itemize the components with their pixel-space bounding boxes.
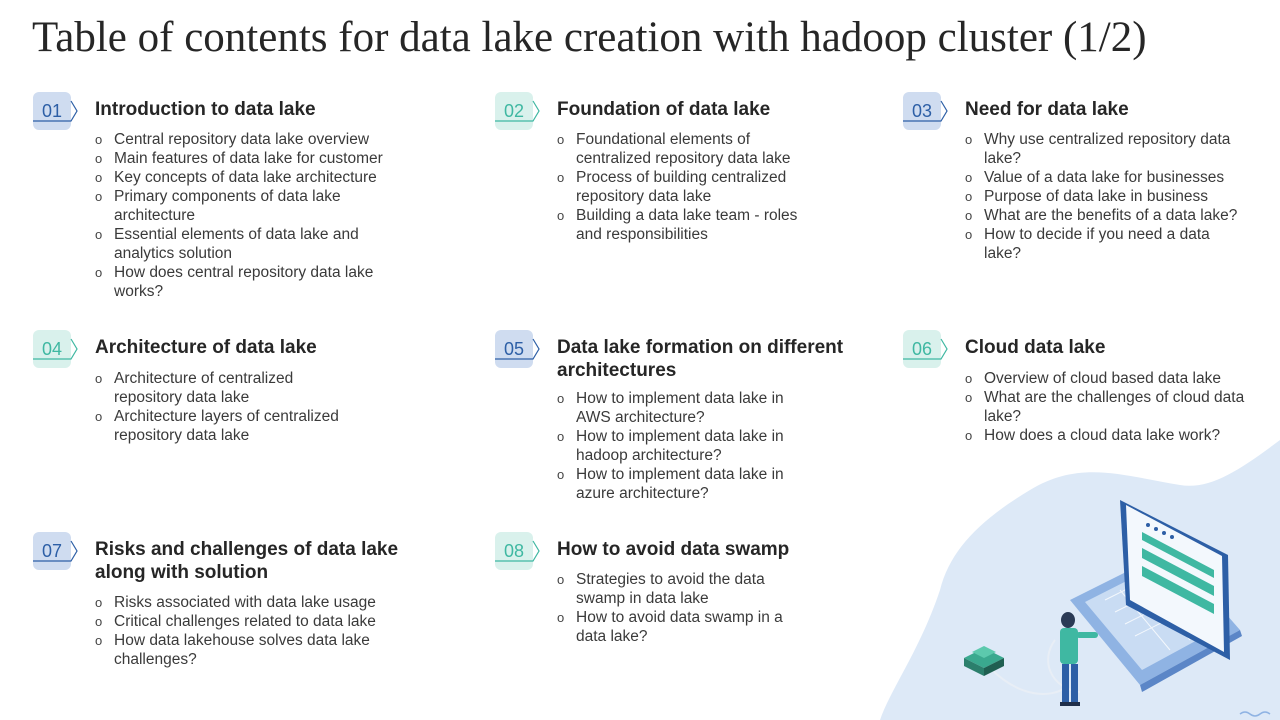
bullet-icon: o <box>965 390 973 405</box>
section-number-badge <box>33 92 79 130</box>
list-item: o How does central repository data lake works? <box>95 264 374 300</box>
bullet-icon: o <box>557 572 565 587</box>
section-item-list <box>557 570 787 646</box>
laptop-person-illustration <box>880 430 1280 720</box>
section-title: Architecture of data lake <box>95 337 317 358</box>
list-item: o Essential elements of data lake and analytics solution <box>95 226 359 262</box>
section-item-list <box>557 130 807 244</box>
section-number: 05 <box>503 339 525 359</box>
bullet-icon: o <box>557 610 565 625</box>
section-number-badge <box>903 92 949 130</box>
section-number: 02 <box>503 101 525 121</box>
bullet-icon: o <box>557 170 565 185</box>
list-item: o Main features of data lake for customer <box>95 150 383 167</box>
bullet-icon: o <box>557 467 565 482</box>
list-item: o How to implement data lake in AWS architecture? <box>557 390 784 426</box>
section-title: Introduction to data lake <box>95 99 316 120</box>
bullet-icon: o <box>965 208 973 223</box>
list-item: o Architecture layers of centralized repository data lake <box>95 408 339 444</box>
bullet-icon: o <box>95 633 103 648</box>
section-item-list <box>557 389 807 503</box>
list-item: o What are the benefits of a data lake? <box>965 207 1238 224</box>
bullet-icon: o <box>95 614 103 629</box>
bullet-icon: o <box>965 428 973 443</box>
list-item: o Central repository data lake overview <box>95 131 370 148</box>
section-number: 08 <box>503 541 525 561</box>
list-item: o Key concepts of data lake architecture <box>95 169 377 186</box>
section-title: How to avoid data swamp <box>557 539 790 560</box>
bullet-icon: o <box>95 170 103 185</box>
list-item: o How to decide if you need a data lake? <box>965 226 1210 262</box>
list-item: o Purpose of data lake in business <box>965 188 1209 205</box>
list-item: o Strategies to avoid the data swamp in data lake <box>557 571 765 607</box>
list-item: o How does a cloud data lake work? <box>965 427 1221 444</box>
section-item-list <box>95 130 405 301</box>
bullet-icon: o <box>557 391 565 406</box>
list-item: o Primary components of data lake architecture <box>95 188 341 224</box>
bullet-icon: o <box>95 265 103 280</box>
list-item: o How to avoid data swamp in a data lake? <box>557 609 783 645</box>
section-item-list <box>95 593 395 669</box>
section-number: 04 <box>41 339 63 359</box>
bullet-icon: o <box>557 429 565 444</box>
bullet-icon: o <box>95 189 103 204</box>
list-item: o How data lakehouse solves data lake challenges? <box>95 632 370 668</box>
list-item: o Overview of cloud based data lake <box>965 370 1221 387</box>
section-title: Foundation of data lake <box>557 99 771 120</box>
page-title: Table of contents for data lake creation with hadoop cluster (1/2) <box>32 14 1147 61</box>
bullet-icon: o <box>965 371 973 386</box>
section-title: Data lake formation on different architectures <box>557 337 844 381</box>
list-item: o What are the challenges of cloud data lake? <box>965 389 1245 425</box>
bullet-icon: o <box>95 132 103 147</box>
section-item-list <box>965 130 1265 263</box>
bullet-icon: o <box>965 227 973 242</box>
section-number: 07 <box>41 541 63 561</box>
list-item: o How to implement data lake in azure architecture? <box>557 466 784 502</box>
bullet-icon: o <box>95 151 103 166</box>
bullet-icon: o <box>965 170 973 185</box>
section-number-badge <box>495 330 541 368</box>
bullet-icon: o <box>95 227 103 242</box>
section-title: Need for data lake <box>965 99 1129 120</box>
section-title: Cloud data lake <box>965 337 1106 358</box>
section-number-badge <box>903 330 949 368</box>
list-item: o Architecture of centralized repository data lake <box>95 370 294 406</box>
section-number: 03 <box>911 101 933 121</box>
list-item: o Building a data lake team - roles and responsibilities <box>557 207 798 243</box>
section-number: 01 <box>41 101 63 121</box>
list-item: o Critical challenges related to data lake <box>95 613 376 630</box>
section-number-badge <box>33 532 79 570</box>
section-number-badge <box>33 330 79 368</box>
section-item-list <box>95 369 345 445</box>
list-item: o Process of building centralized repository data lake <box>557 169 787 205</box>
list-item: o How to implement data lake in hadoop architecture? <box>557 428 784 464</box>
list-item: o Risks associated with data lake usage <box>95 594 376 611</box>
bullet-icon: o <box>557 132 565 147</box>
bullet-icon: o <box>965 132 973 147</box>
section-number-badge <box>495 532 541 570</box>
list-item: o Why use centralized repository data lake? <box>965 131 1231 167</box>
list-item: o Value of a data lake for businesses <box>965 169 1225 186</box>
list-item: o Foundational elements of centralized repository data lake <box>557 131 791 167</box>
section-number: 06 <box>911 339 933 359</box>
bullet-icon: o <box>95 371 103 386</box>
bullet-icon: o <box>95 409 103 424</box>
bullet-icon: o <box>95 595 103 610</box>
section-title: Risks and challenges of data lake along with solution <box>95 539 399 583</box>
bullet-icon: o <box>965 189 973 204</box>
bullet-icon: o <box>557 208 565 223</box>
section-number-badge <box>495 92 541 130</box>
